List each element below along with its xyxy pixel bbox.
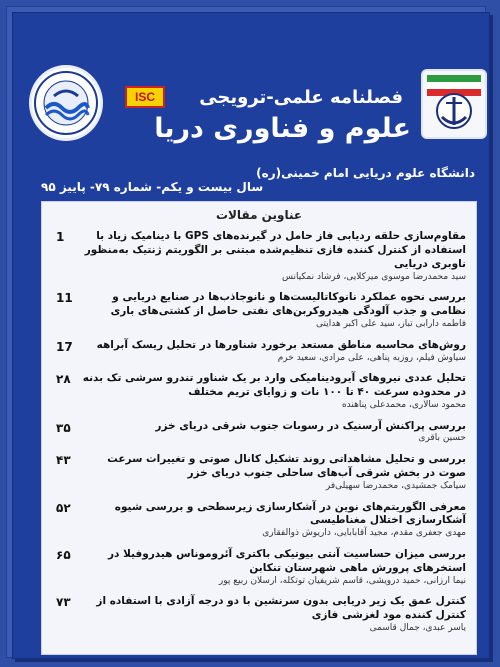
toc-entry[interactable] xyxy=(52,230,466,283)
article-page: ۳۵ xyxy=(56,420,71,435)
article-page: 11 xyxy=(56,291,73,306)
toc-entry[interactable] xyxy=(52,548,466,587)
toc-entry[interactable] xyxy=(52,372,466,411)
article-authors: حسین باقری xyxy=(418,433,466,444)
article-page: ۵۲ xyxy=(56,500,71,515)
article-authors: فاطمه دارابی تبار، سید علی اکبر هدایتی xyxy=(316,318,466,329)
journal-cover xyxy=(12,12,490,659)
article-authors: سیامک جمشیدی، محمدرضا سهیلی‌فر xyxy=(325,480,466,491)
issue-info-bar xyxy=(41,158,475,194)
toc-heading: عناوین مقالات xyxy=(215,208,303,222)
navy-anchor-logo xyxy=(421,69,487,139)
toc-entry[interactable] xyxy=(52,595,466,634)
article-title: بررسی و تحلیل مشاهداتی روند تشکیل کانال صوتی و تغییرات سرعت صوت در بخش شرقی آب‌های ساحلی جنوب دریای خزر xyxy=(107,453,466,480)
article-authors: یاسر عبدی، جمال قاسمی xyxy=(369,623,466,634)
toc-entry[interactable] xyxy=(52,501,466,540)
article-title: تحلیل عددی نیروهای آیرودینامیکی وارد بر یک شناور تندرو سرشی تک بدنه در محدوده سرعت ۴۰ تا ۱۰۰ نات و زوایای تریم مختلف xyxy=(82,372,466,399)
article-title: کنترل عمق یک زیر دریایی بدون سرنشین با دو درجه آزادی با استفاده از کنترل کننده مود لغزشی فازی xyxy=(96,595,466,622)
article-page: ۴۳ xyxy=(56,453,71,468)
issue-number: سال بیست و یکم- شماره ۷۹- پاییز ۹۵ xyxy=(41,180,264,194)
toc-entry[interactable] xyxy=(52,453,466,492)
university-seal-logo xyxy=(29,65,103,141)
article-page: ۶۵ xyxy=(56,547,71,562)
toc-entry[interactable] xyxy=(52,339,466,365)
article-title: بررسی نحوه عملکرد نانوکاتالیست‌ها و نانوجاذب‌ها در صنایع دریایی و نظامی و جذب آلودگی هیدروکربن‌های نفتی حاصل از کشتی‌های باری xyxy=(110,291,466,318)
article-page: ۲۸ xyxy=(56,372,71,387)
table-of-contents xyxy=(41,201,477,655)
article-title: روش‌های محاسبه مناطق مستعد برخورد شناورها در تحلیل ریسک آبراهه xyxy=(96,338,466,351)
article-title: بررسی پراکنش آرسنیک در رسوبات جنوب شرقی دریای خزر xyxy=(155,419,466,432)
isc-badge: ISC xyxy=(125,86,165,108)
toc-list xyxy=(52,230,466,643)
article-page: 17 xyxy=(56,339,73,354)
article-authors: سیاوش فیلم، روزبه پناهی، علی مرادی، سعید خرم xyxy=(277,352,466,363)
toc-entry[interactable] xyxy=(52,420,466,446)
university-name: دانشگاه علوم دریایی امام خمینی(ره) xyxy=(256,166,475,180)
journal-subtitle: فصلنامه علمی-ترویجی xyxy=(199,87,403,108)
article-authors: محمود سالاری، محمدعلی پناهنده xyxy=(341,399,466,410)
article-title: معرفی الگوریتم‌های نوین در آشکارسازی زیرسطحی و بررسی شیوه آشکارسازی اختلال مغناطیسی xyxy=(114,500,466,527)
article-authors: مهدی جعفری مقدم، مجید آقابابایی، داریوش ذوالفقاری xyxy=(262,528,466,539)
journal-title: علوم و فناوری دریا xyxy=(154,113,411,144)
toc-entry[interactable] xyxy=(52,291,466,330)
article-title: مقاوم‌سازی حلقه ردیابی فاز حامل در گیرنده‌های GPS با دینامیک زیاد با استفاده از کنترل کننده فازی تنظیم‌شده مبتنی بر الگوریتم ژنتیک به‌منظور ناوبری دریایی xyxy=(84,230,466,270)
article-page: 1 xyxy=(56,230,65,244)
article-page: ۷۳ xyxy=(56,595,71,610)
article-title: بررسی میزان حساسیت آنتی بیوتیکی باکتری آئروموناس هیدروفیلا در استخرهای پرورش ماهی شهرستان تنکابن xyxy=(108,547,466,574)
article-authors: نیما ارزانی، حمید درویشی، قاسم شریفیان توتکله، ارسلان ربیع پور xyxy=(218,575,466,586)
article-authors: سید محمدرضا موسوی میرکلایی، فرشاد نمکیانس xyxy=(281,271,466,282)
cover-header xyxy=(13,13,489,163)
